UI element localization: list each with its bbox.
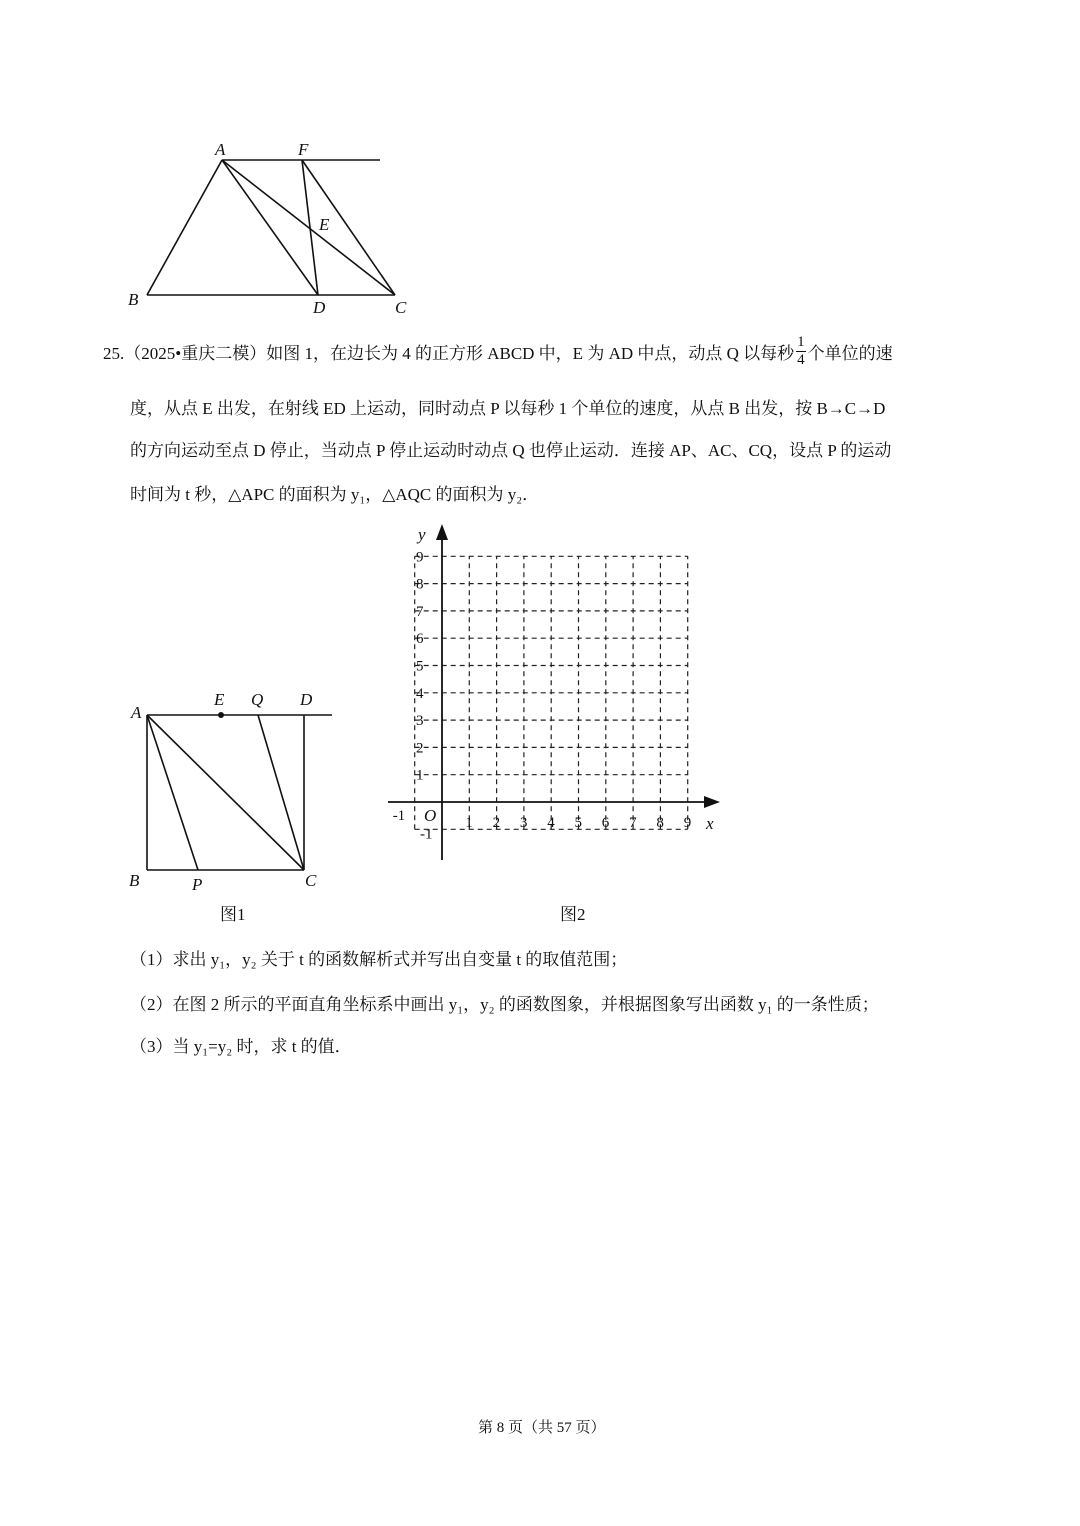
label-P: P: [192, 875, 203, 894]
y-tick-label: 2: [416, 740, 424, 757]
label-A: A: [215, 140, 226, 159]
question-1: （1）求出 y₁，y₂ 关于 t 的函数解析式并写出自变量 t 的取值范围；: [130, 950, 628, 969]
x-tick-label: 3: [519, 815, 528, 831]
label-E: E: [319, 215, 330, 234]
label-D: D: [313, 298, 326, 317]
point-E: [218, 712, 224, 718]
x-tick-label: -1: [392, 808, 406, 824]
x-axis-label: x: [706, 814, 714, 833]
problem-line-4: 时间为 t 秒，△APC 的面积为 y₁，△AQC 的面积为 y₂．: [130, 485, 540, 504]
label-C: C: [395, 298, 407, 317]
label-B: B: [129, 871, 140, 890]
problem-line-1a: 25.（2025•重庆二模）如图 1，在边长为 4 的正方形 ABCD 中，E 为 AD 中点，动点 Q 以每秒: [103, 344, 795, 363]
y-tick-label: 8: [416, 576, 424, 593]
question-2: （2）在图 2 所示的平面直角坐标系中画出 y₁，y₂ 的函数图象，并根据图象写出函数 y₁ 的一条性质；: [130, 995, 879, 1014]
origin-label: O: [424, 806, 437, 825]
question-3: （3）当 y₁=y₂ 时，求 t 的值．: [130, 1037, 352, 1056]
figure-1: [147, 715, 332, 870]
x-tick-label: 7: [629, 815, 637, 831]
fraction: [796, 334, 806, 369]
x-tick-label: 6: [601, 815, 610, 831]
problem-line-2: 度，从点 E 出发，在射线 ED 上运动，同时动点 P 以每秒 1 个单位的速度，从点 B 出发，按 B→C→D: [130, 399, 886, 418]
label-Q: Q: [251, 690, 264, 709]
y-tick-label: 4: [416, 685, 424, 702]
y-tick-label: 3: [416, 713, 424, 730]
label-B: B: [128, 290, 139, 309]
x-tick-label: 5: [574, 815, 582, 831]
x-tick-label: 4: [547, 815, 555, 831]
label-E: E: [214, 690, 225, 709]
problem-line-3: 的方向运动至点 D 停止，当动点 P 停止运动时动点 Q 也停止运动．连接 AP、AC、CQ，设点 P 的运动: [130, 441, 892, 460]
y-axis-label: y: [418, 525, 426, 544]
figure-top: [147, 160, 395, 295]
label-F: F: [298, 140, 309, 159]
fraction-numerator: 1: [797, 334, 805, 350]
y-tick-label: -1: [420, 826, 433, 843]
y-tick-label: 5: [416, 658, 424, 675]
problem-line-1: [103, 334, 893, 369]
problem-line-1b: 个单位的速: [807, 344, 893, 363]
x-tick-label: 8: [656, 815, 664, 831]
figure-2-grid: [388, 524, 720, 860]
fraction-denominator: 4: [797, 352, 805, 368]
label-D: D: [300, 690, 313, 709]
y-tick-label: 6: [416, 631, 424, 648]
x-tick-label: 2: [492, 815, 501, 831]
x-tick-label: 9: [683, 815, 692, 831]
y-tick-label: 1: [416, 767, 424, 784]
figure-2-caption: 图2: [560, 905, 586, 924]
y-axis-arrow-icon: [436, 524, 448, 540]
figure-1-caption: 图1: [220, 905, 246, 924]
y-tick-label: 9: [416, 549, 424, 566]
x-axis-arrow-icon: [704, 796, 720, 808]
x-tick-label: 1: [465, 815, 473, 831]
y-tick-label: 7: [416, 603, 424, 620]
page-footer: 第 8 页（共 57 页）: [478, 1420, 606, 1436]
label-C: C: [305, 871, 317, 890]
label-A: A: [131, 703, 142, 722]
